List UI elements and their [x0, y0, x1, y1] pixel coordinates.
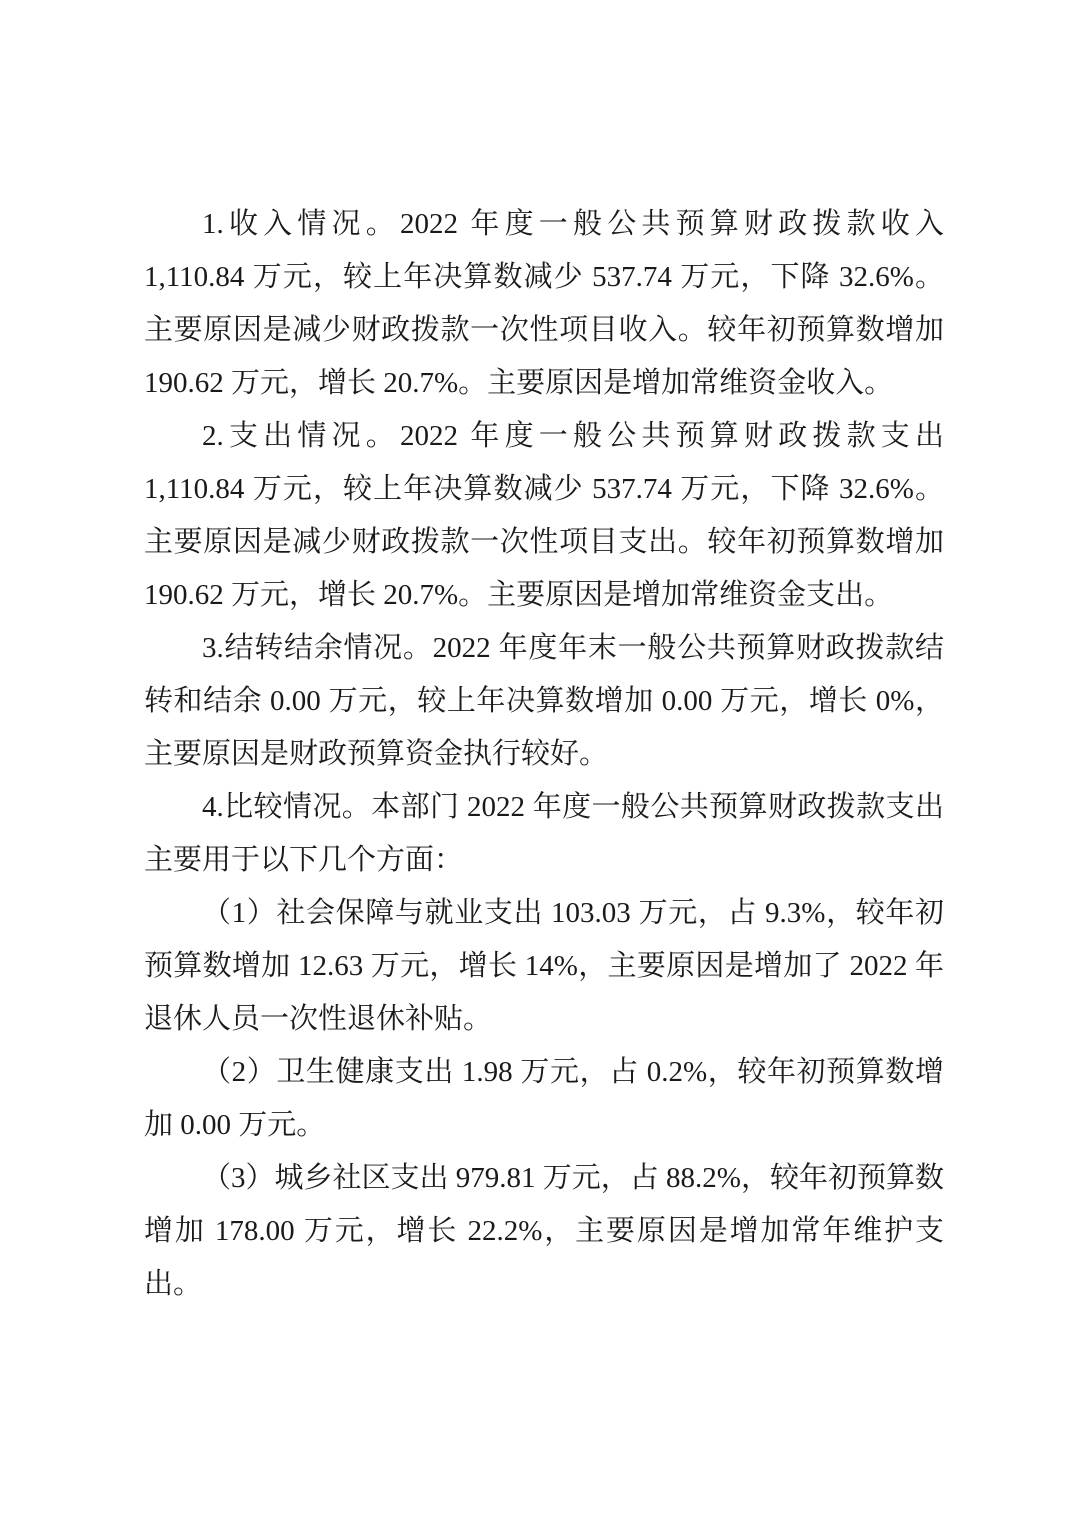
paragraph-item-health: （2）卫生健康支出 1.98 万元，占 0.2%，较年初预算数增加 0.00 万元。: [144, 1056, 944, 1141]
paragraph-item-social-security: （1）社会保障与就业支出 103.03 万元，占 9.3%，较年初预算数增加 12.63 万元，增长 14%，主要原因是增加了 2022 年退休人员一次性退休补贴。: [144, 897, 944, 1035]
paragraph-comparison-intro: 4.比较情况。本部门 2022 年度一般公共预算财政拨款支出主要用于以下几个方面：: [144, 791, 944, 876]
paragraph-carryover-situation: 3.结转结余情况。2022 年度年末一般公共预算财政拨款结转和结余 0.00 万元，较上年决算数增加 0.00 万元，增长 0%，主要原因是财政预算资金执行较好。: [144, 632, 944, 770]
paragraph-item-urban-rural: （3）城乡社区支出 979.81 万元，占 88.2%，较年初预算数增加 178.00 万元，增长 22.2%，主要原因是增加常年维护支出。: [144, 1162, 944, 1300]
paragraph-expenditure-situation: 2.支出情况。2022 年度一般公共预算财政拨款支出 1,110.84 万元，较上年决算数减少 537.74 万元，下降 32.6%。主要原因是减少财政拨款一次性项目支出。较年初预算数增加 190.62 万元，增长 20.7%。主要原因是增加常维资金支出。: [144, 420, 944, 611]
document-body: [144, 198, 944, 1311]
paragraph-income-situation: 1.收入情况。2022 年度一般公共预算财政拨款收入 1,110.84 万元，较上年决算数减少 537.74 万元，下降 32.6%。主要原因是减少财政拨款一次性项目收入。较年初预算数增加 190.62 万元，增长 20.7%。主要原因是增加常维资金收入。: [144, 208, 944, 399]
